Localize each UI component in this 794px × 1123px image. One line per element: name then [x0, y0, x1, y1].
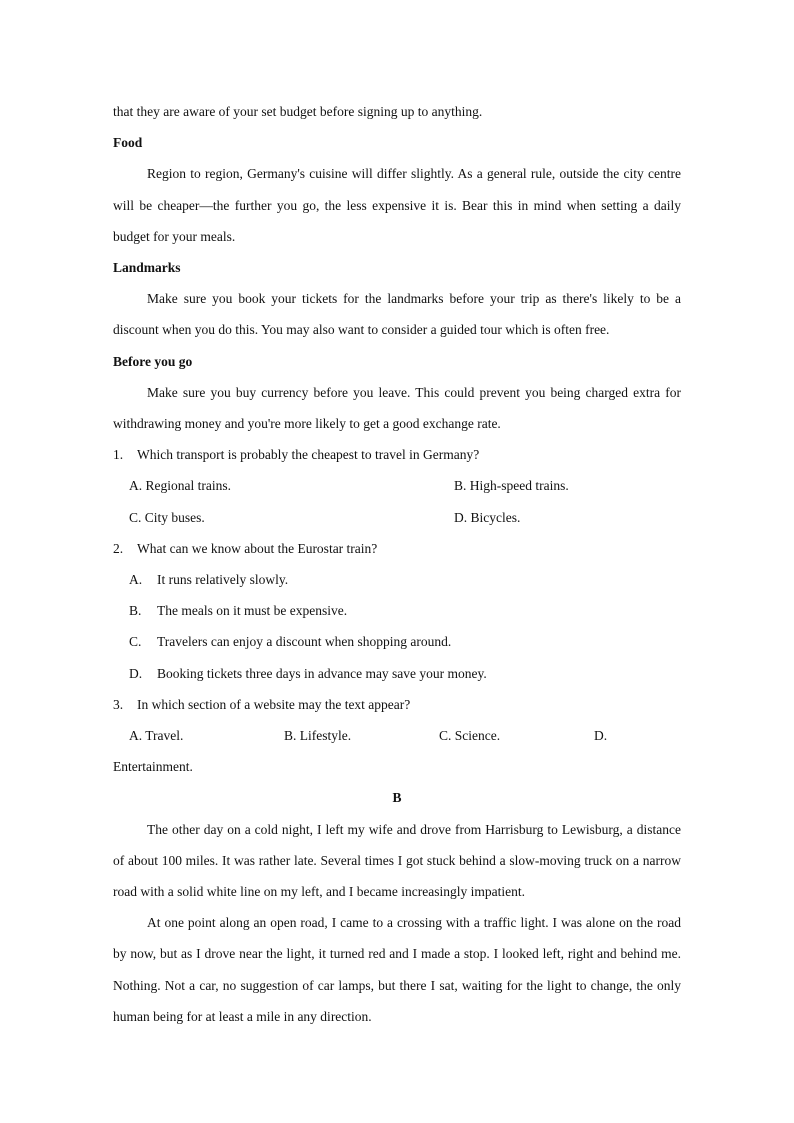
options-row: [113, 720, 681, 751]
question-1: [113, 439, 681, 470]
section-body-food: Region to region, Germany's cuisine will differ slightly. As a general rule, outside the city centre will be cheaper—the further you go, the less expensive it is. Bear this in mind when setting a daily budget for your meals.: [113, 166, 681, 244]
options-row: [113, 502, 681, 533]
passage-paragraph: The other day on a cold night, I left my wife and drove from Harrisburg to Lewisburg, a distance of about 100 miles. It was rather late. Several times I got stuck behind a slow-moving truck on a narrow road with a solid white line on my left, and I became increasingly impatient.: [113, 821, 681, 900]
option-d: [113, 658, 681, 689]
option-d-wrap: Entertainment.: [113, 759, 193, 775]
option-c: [113, 626, 681, 657]
option-text: It runs relatively slowly.: [157, 572, 289, 588]
option-letter: C.: [129, 634, 142, 650]
document-page: [113, 96, 681, 1032]
question-text: Which transport is probably the cheapest to travel in Germany?: [137, 447, 480, 463]
question-text: In which section of a website may the text appear?: [137, 696, 411, 712]
options-row: [113, 470, 681, 501]
section-heading-before-you-go: Before you go: [113, 353, 193, 369]
option-text: Travelers can enjoy a discount when shopping around.: [157, 634, 452, 650]
option-a: A. Regional trains.: [129, 478, 231, 494]
option-d: D.: [594, 728, 608, 744]
option-d: D. Bicycles.: [454, 509, 521, 525]
passage-paragraph: At one point along an open road, I came to a crossing with a traffic light. I was alone on the road by now, but as I drove near the light, it turned red and I made a stop. I looked left, right and behind me. Nothing. Not a car, no suggestion of car lamps, but there I sat, waiting for the light to change, the only human being for at least a mile in any direction.: [113, 915, 681, 1024]
passage-label: B: [392, 790, 402, 806]
option-letter: B.: [129, 603, 142, 619]
option-text: The meals on it must be expensive.: [157, 603, 348, 619]
section-heading-food: Food: [113, 135, 143, 151]
section-heading-landmarks: Landmarks: [113, 260, 181, 276]
option-text: Booking tickets three days in advance may save your money.: [157, 665, 487, 681]
option-letter: D.: [129, 665, 143, 681]
option-a: [113, 564, 681, 595]
question-2: [113, 533, 681, 564]
section-body-before-you-go: Make sure you buy currency before you leave. This could prevent you being charged extra for withdrawing money and you're more likely to get a good exchange rate.: [113, 384, 681, 432]
option-c: C. City buses.: [129, 509, 205, 525]
question-text: What can we know about the Eurostar train?: [137, 540, 378, 556]
intro-line: that they are aware of your set budget before signing up to anything.: [113, 104, 483, 119]
option-b: B. Lifestyle.: [284, 728, 352, 744]
option-c: C. Science.: [439, 728, 501, 744]
section-body-landmarks: Make sure you book your tickets for the landmarks before your trip as there's likely to be a discount when you do this. You may also want to consider a guided tour which is often free.: [113, 291, 681, 338]
option-b: [113, 595, 681, 626]
option-b: B. High-speed trains.: [454, 478, 569, 494]
option-letter: A.: [129, 572, 143, 588]
question-number: 3.: [113, 696, 124, 712]
question-3: [113, 689, 681, 720]
question-number: 1.: [113, 447, 124, 463]
question-number: 2.: [113, 540, 124, 556]
option-a: A. Travel.: [129, 728, 184, 744]
